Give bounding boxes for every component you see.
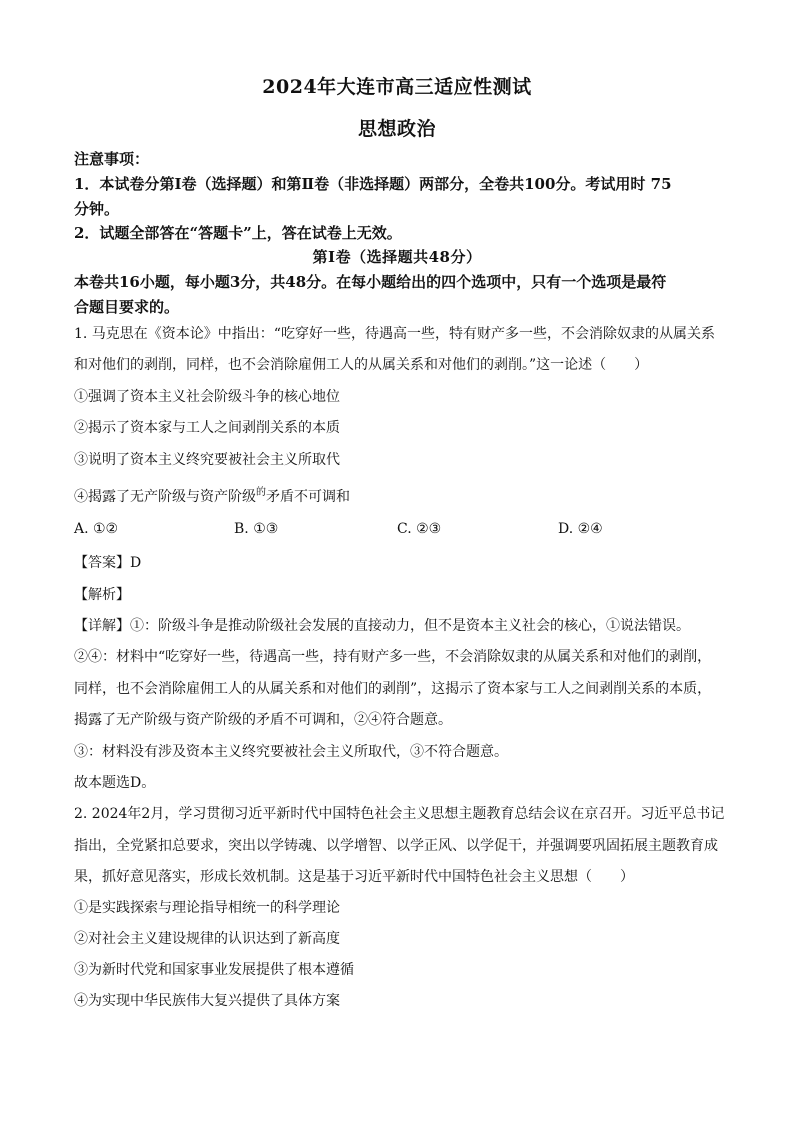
q1-option-4-sup: 的 [256, 487, 266, 498]
q1-detail-4: 揭露了无产阶级与资产阶级的矛盾不可调和，②④符合题意。 [74, 712, 452, 728]
q2-stem-cont-2: 果，抓好意见落实，形成长效机制。这是基于习近平新时代中国特色社会主义思想（ ） [74, 869, 634, 885]
q1-stem-cont: 和对他们的剥削，同样，也不会消除雇佣工人的从属关系和对他们的剥削。”这一论述（ ） [74, 357, 649, 373]
q2-option-3: ③为新时代党和国家事业发展提供了根本遵循 [74, 962, 354, 978]
q1-option-3: ③说明了资本主义终究要被社会主义所取代 [74, 452, 340, 468]
q1-stem: 1. 马克思在《资本论》中指出：“吃穿好一些，待遇高一些，特有财产多一些，不会消除奴隶的从属关系 [74, 326, 715, 342]
q2-stem: 2. 2024年2月，学习贯彻习近平新时代中国特色社会主义思想主题教育总结会议在京召开。习近平总书记 [74, 806, 725, 822]
q2-option-4: ④为实现中华民族伟大复兴提供了具体方案 [74, 993, 340, 1009]
notice-item-1-cont: 分钟。 [74, 200, 120, 218]
q1-conclusion: 故本题选D。 [74, 775, 156, 791]
q1-detail-2: ②④：材料中“吃穿好一些，待遇高一些，持有财产多一些，不会消除奴隶的从属关系和对他们的剥削， [74, 649, 712, 665]
subject-title: 思想政治 [357, 118, 436, 140]
q1-option-4 [74, 486, 350, 506]
part1-intro: 本卷共16小题，每小题3分，共48分。在每小题给出的四个选项中，只有一个选项是最符 [74, 273, 667, 291]
q1-detail-3: 同样，也不会消除雇佣工人的从属关系和对他们的剥削”，这揭示了资本家与工人之间剥削关系的本质， [74, 681, 712, 697]
exam-title: 2024年大连市高三适应性测试 [262, 76, 532, 98]
q1-choice-a: A. ①② [74, 521, 119, 537]
q2-stem-cont-1: 指出，全党紧扣总要求，突出以学铸魂、以学增智、以学正风、以学促干，并强调要巩固拓展主题教育成 [74, 838, 718, 854]
q1-answer: 【答案】D [74, 555, 142, 571]
q1-choice-c: C. ②③ [397, 521, 442, 537]
q1-detail-5: ③：材料没有涉及资本主义终究要被社会主义所取代，③不符合题意。 [74, 744, 508, 760]
q1-option-4-text-end: 矛盾不可调和 [266, 489, 350, 505]
q1-choice-d: D. ②④ [558, 521, 603, 537]
q2-option-2: ②对社会主义建设规律的认识达到了新高度 [74, 931, 340, 947]
q2-option-1: ①是实践探索与理论指导相统一的科学理论 [74, 900, 340, 916]
notice-item-2: 2．试题全部答在“答题卡”上，答在试卷上无效。 [74, 224, 402, 242]
q1-option-4-text: ④揭露了无产阶级与资产阶级 [74, 489, 256, 505]
q1-choice-b: B. ①③ [234, 521, 279, 537]
notice-item-1: 1．本试卷分第Ⅰ卷（选择题）和第Ⅱ卷（非选择题）两部分，全卷共100分。考试用时 75 [74, 175, 672, 193]
q1-option-2: ②揭示了资本家与工人之间剥削关系的本质 [74, 420, 340, 436]
part1-heading: 第Ⅰ卷（选择题共48分） [312, 248, 482, 266]
q1-analysis-label: 【解析】 [74, 587, 130, 603]
q1-option-1: ①强调了资本主义社会阶级斗争的核心地位 [74, 389, 340, 405]
q1-detail-1: 【详解】①：阶级斗争是推动阶级社会发展的直接动力，但不是资本主义社会的核心，①说法错误。 [74, 618, 690, 634]
part1-intro-cont: 合题目要求的。 [74, 298, 180, 316]
notice-heading: 注意事项： [74, 150, 150, 168]
